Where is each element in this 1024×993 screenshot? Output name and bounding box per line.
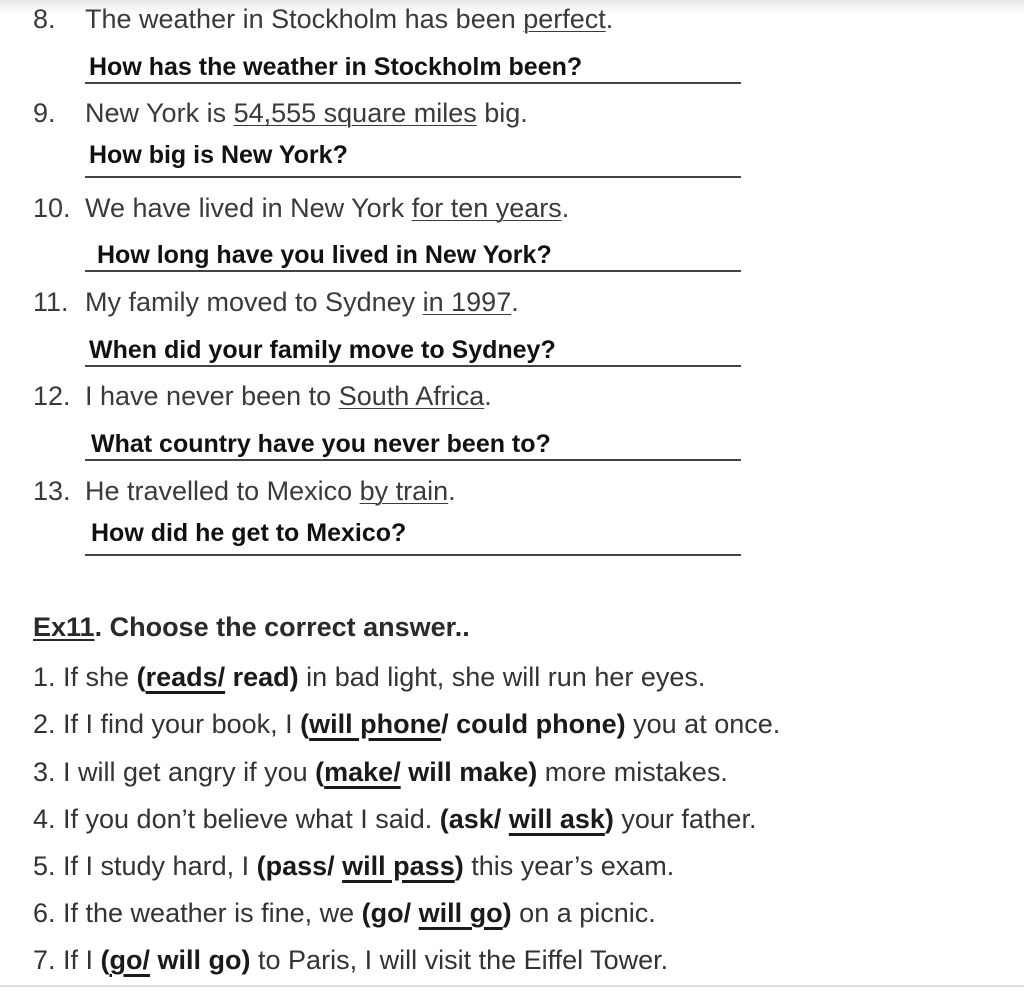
- sentence-end: big.: [476, 98, 528, 128]
- sentence-text: I have never been to: [85, 381, 339, 411]
- underlined-phrase: South Africa: [338, 381, 485, 411]
- item-number: 10.: [33, 193, 71, 223]
- open-paren: (: [361, 898, 371, 928]
- sentence-9: [33, 96, 528, 130]
- item-lead: 5. If I study hard, I: [33, 851, 257, 881]
- open-paren: (: [136, 662, 146, 692]
- exercise-title: [33, 612, 470, 643]
- item-number: 8.: [33, 4, 56, 34]
- answer-text: How did he get to Mexico?: [91, 519, 407, 547]
- sentence-end: .: [448, 476, 456, 506]
- option-1: go/: [370, 898, 419, 928]
- bottom-border: [0, 985, 1024, 987]
- sentence-end: .: [511, 287, 519, 317]
- item-lead: 2. If I find your book, I: [33, 709, 301, 739]
- sentence-11: [33, 285, 519, 319]
- underlined-phrase: 54,555 square miles: [233, 98, 477, 128]
- item-lead: 4. If you don’t believe what I said.: [33, 804, 440, 834]
- item-number: 12.: [33, 381, 71, 411]
- exercise-item-4: [33, 802, 756, 836]
- sentence-text: New York is: [85, 98, 234, 128]
- sentence-12: [33, 379, 492, 413]
- sentence-8: [33, 2, 613, 36]
- exercise-item-2: [33, 707, 780, 741]
- open-paren: (: [315, 757, 325, 787]
- option-2: will go: [150, 945, 242, 975]
- exercise-instruction: . Choose the correct answer..: [94, 612, 470, 642]
- exercise-item-7: [33, 943, 668, 977]
- item-lead: 7. If I: [33, 945, 101, 975]
- option-1: ask/: [448, 804, 509, 834]
- item-tail: this year’s exam.: [463, 851, 675, 881]
- close-paren: ): [604, 804, 614, 834]
- item-tail: you at once.: [625, 709, 781, 739]
- item-number: 11.: [33, 287, 69, 317]
- underlined-phrase: in 1997: [422, 287, 512, 317]
- close-paren: ): [454, 851, 464, 881]
- open-paren: (: [300, 709, 310, 739]
- exercise-item-6: [33, 896, 656, 930]
- option-2-selected: will ask: [508, 804, 605, 834]
- close-paren: ): [502, 898, 512, 928]
- open-paren: (: [256, 851, 266, 881]
- exercise-item-1: [33, 660, 705, 694]
- answer-13: [85, 518, 741, 556]
- answer-9: [85, 140, 741, 178]
- sentence-10: [33, 191, 569, 225]
- item-lead: 3. I will get angry if you: [33, 757, 316, 787]
- sentence-end: .: [561, 193, 570, 223]
- option-2: will make: [400, 757, 529, 787]
- item-lead: 1. If she: [33, 662, 137, 692]
- close-paren: ): [241, 945, 251, 975]
- item-tail: to Paris, I will visit the Eiffel Tower.: [250, 945, 669, 975]
- answer-text: How has the weather in Stockholm been?: [89, 53, 583, 81]
- sentence-text: He travelled to Mexico: [85, 476, 360, 506]
- item-tail: more mistakes.: [537, 757, 728, 787]
- close-paren: ): [528, 757, 538, 787]
- exercise-item-3: [33, 755, 728, 789]
- answer-8: [85, 52, 741, 84]
- option-1-selected: make/: [324, 757, 401, 787]
- exercise-item-5: [33, 849, 674, 883]
- item-tail: your father.: [613, 804, 757, 834]
- item-number: 13.: [33, 476, 71, 506]
- underlined-phrase: by train: [359, 476, 449, 506]
- sentence-13: [33, 474, 456, 508]
- item-lead: 6. If the weather is fine, we: [33, 898, 362, 928]
- close-paren: ): [289, 662, 299, 692]
- option-2: read: [225, 662, 290, 692]
- option-1: pass/: [265, 851, 343, 881]
- answer-11: [85, 335, 741, 367]
- option-1-selected: will phone: [309, 709, 442, 739]
- option-1-selected: reads/: [145, 662, 226, 692]
- option-2-selected: will pass: [342, 851, 455, 881]
- option-1-selected: go/: [109, 945, 151, 975]
- sentence-end: .: [484, 381, 492, 411]
- item-tail: on a picnic.: [511, 898, 656, 928]
- open-paren: (: [439, 804, 449, 834]
- answer-text: When did your family move to Sydney?: [89, 336, 556, 364]
- item-number: 9.: [33, 98, 56, 128]
- answer-10: [85, 240, 741, 272]
- close-paren: ): [616, 709, 626, 739]
- exercise-label: Ex11: [33, 612, 95, 642]
- option-2: / could phone: [441, 709, 617, 739]
- answer-text: How big is New York?: [89, 141, 348, 169]
- underlined-phrase: for ten years: [411, 193, 562, 223]
- option-2-selected: will go: [418, 898, 503, 928]
- answer-text: What country have you never been to?: [91, 430, 551, 458]
- answer-text: How long have you lived in New York?: [97, 241, 552, 269]
- open-paren: (: [100, 945, 110, 975]
- sentence-text: My family moved to Sydney: [85, 287, 423, 317]
- sentence-text: We have lived in New York: [85, 193, 412, 223]
- sentence-text: The weather in Stockholm has been: [85, 4, 524, 34]
- item-tail: in bad light, she will run her eyes.: [298, 662, 706, 692]
- answer-12: [85, 429, 741, 461]
- sentence-end: .: [605, 4, 614, 34]
- underlined-phrase: perfect: [523, 4, 606, 34]
